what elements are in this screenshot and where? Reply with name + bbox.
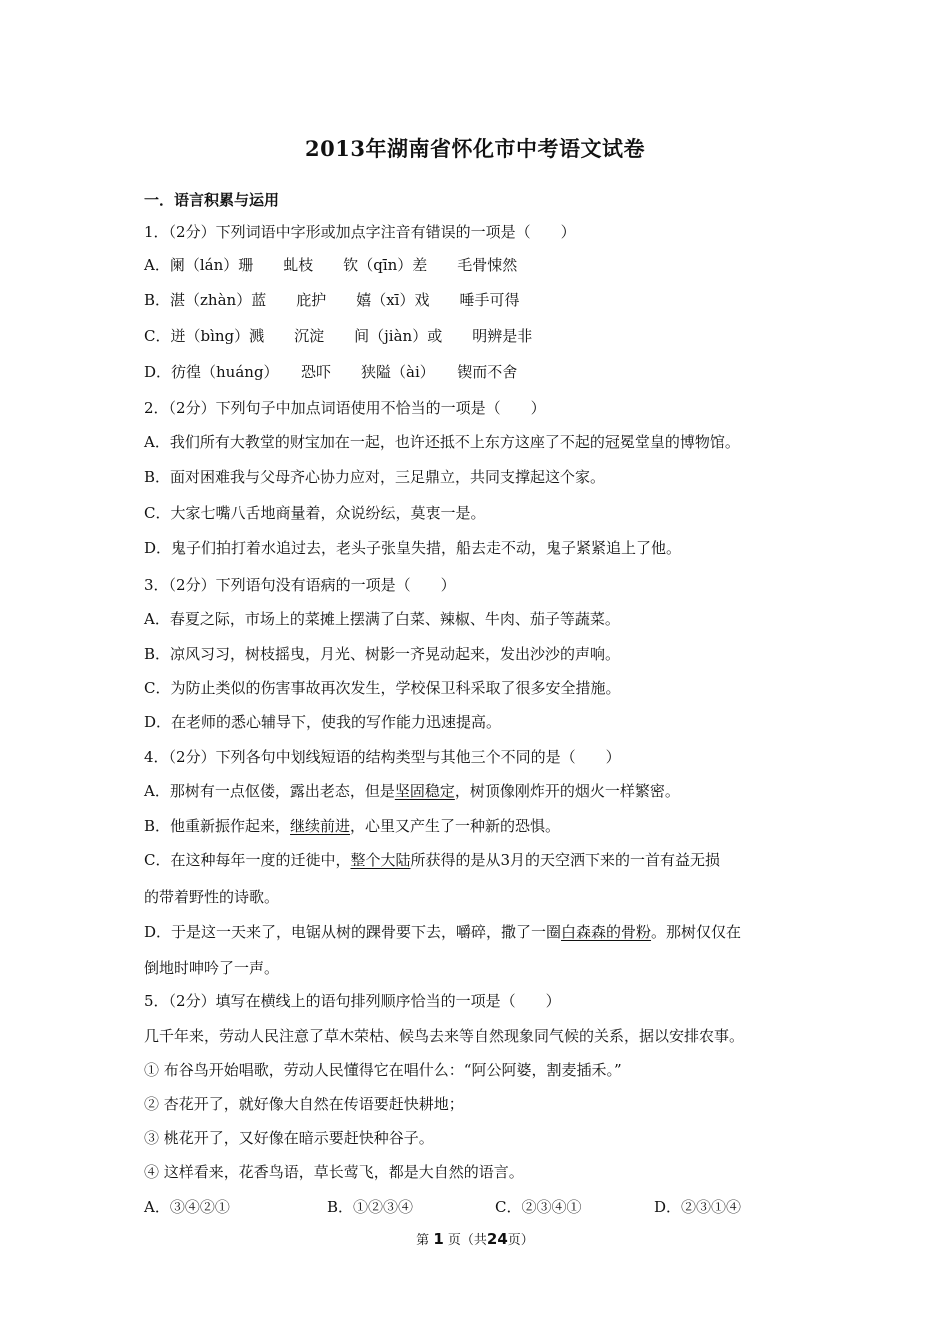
option-text: ，树顶像刚炸开的烟火一样繁密。 [454,782,680,800]
page-total: 24 [486,1230,508,1248]
question-5-sentence-2: ② 杏花开了，就好像大自然在传语要赶快耕地； [144,1095,464,1113]
page-number: 1 [433,1230,444,1248]
question-5-option-c: C．②③④① [495,1198,582,1216]
question-5-stem: 5．（2分）填写在横线上的语句排列顺序恰当的一项是（ ） [144,992,561,1010]
question-4-option-d-continued: 倒地时呻吟了一声。 [144,959,280,977]
underlined-phrase: 白森森的骨粉 [561,923,652,941]
question-5-sentence-3: ③ 桃花开了，又好像在暗示要赶快种谷子。 [144,1129,434,1147]
question-5-sentence-4: ④ 这样看来，花香鸟语，草长莺飞，都是大自然的语言。 [144,1163,524,1181]
option-text: 。那树仅仅在 [651,923,742,941]
question-3-option-b: B．凉风习习，树枝摇曳，月光、树影一齐晃动起来，发出沙沙的声响。 [144,645,621,663]
option-text: 所获得的是从3月的天空洒下来的一首有益无损 [410,851,721,869]
footer-text: 第 [416,1233,430,1248]
footer-text: 页（共 [447,1233,487,1248]
footer-text: 页） [507,1233,534,1248]
question-5-option-d: D．②③①④ [654,1198,742,1216]
question-1-option-a: A．阑（lán）珊 虬枝 钦（qīn）差 毛骨悚然 [144,256,518,274]
question-4-stem: 4．（2分）下列各句中划线短语的结构类型与其他三个不同的是（ ） [144,748,621,766]
question-2-option-c: C．大家七嘴八舌地商量着，众说纷纭，莫衷一是。 [144,504,486,522]
section-heading: 一．语言积累与运用 [144,191,280,209]
question-1-stem: 1．（2分）下列词语中字形或加点字注音有错误的一项是（ ） [144,223,576,241]
underlined-phrase: 整个大陆 [350,851,411,869]
question-3-option-a: A．春夏之际，市场上的菜摊上摆满了白菜、辣椒、牛肉、茄子等蔬菜。 [144,610,620,628]
question-5-options [144,1197,741,1217]
question-1-option-d: D．彷徨（huáng） 恐吓 狭隘（ài） 锲而不舍 [144,363,518,381]
question-5-option-b: B．①②③④ [327,1198,414,1216]
question-1-option-b: B．湛（zhàn）蓝 庇护 嬉（xī）戏 唾手可得 [144,291,520,309]
question-4-option-d [144,922,741,942]
question-4-option-a [144,781,680,801]
option-text: D．于是这一天来了，电锯从树的踝骨要下去，嚼碎，撒了一圈 [144,923,562,941]
question-5-option-a: A．③④②① [144,1198,230,1216]
exam-title: 2013年湖南省怀化市中考语文试卷 [305,136,645,161]
option-text: A．那树有一点伛偻，露出老态，但是 [144,782,395,800]
page-footer [0,1229,950,1248]
question-2-option-d: D．鬼子们拍打着水追过去，老头子张皇失措，船去走不动，鬼子紧紧追上了他。 [144,539,682,557]
question-5-sentence-1: ① 布谷鸟开始唱歌，劳动人民懂得它在唱什么：“阿公阿婆，割麦插禾。” [144,1061,622,1079]
question-4-option-c [144,850,720,870]
question-2-stem: 2．（2分）下列句子中加点词语使用不恰当的一项是（ ） [144,399,546,417]
underlined-phrase: 坚固稳定 [394,782,455,800]
option-text: C．在这种每年一度的迁徙中， [144,851,351,869]
question-2-option-a: A．我们所有大教堂的财宝加在一起，也许还抵不上东方这座了不起的冠冕堂皇的博物馆。 [144,433,740,451]
question-4-option-b [144,816,560,836]
question-4-option-c-continued: 的带着野性的诗歌。 [144,888,280,906]
option-text: ，心里又产生了一种新的恐惧。 [350,817,561,835]
question-3-option-c: C．为防止类似的伤害事故再次发生，学校保卫科采取了很多安全措施。 [144,679,621,697]
question-1-option-c: C．迸（bìng）溅 沉淀 间（jiàn）或 明辨是非 [144,327,533,345]
question-3-option-d: D．在老师的悉心辅导下，使我的写作能力迅速提高。 [144,713,502,731]
question-5-intro: 几千年来，劳动人民注意了草木荣枯、候鸟去来等自然现象同气候的关系，据以安排农事。 [144,1027,745,1045]
question-3-stem: 3．（2分）下列语句没有语病的一项是（ ） [144,576,456,594]
option-text: B．他重新振作起来， [144,817,291,835]
question-2-option-b: B．面对困难我与父母齐心协力应对，三足鼎立，共同支撑起这个家。 [144,468,606,486]
underlined-phrase: 继续前进 [290,817,351,835]
